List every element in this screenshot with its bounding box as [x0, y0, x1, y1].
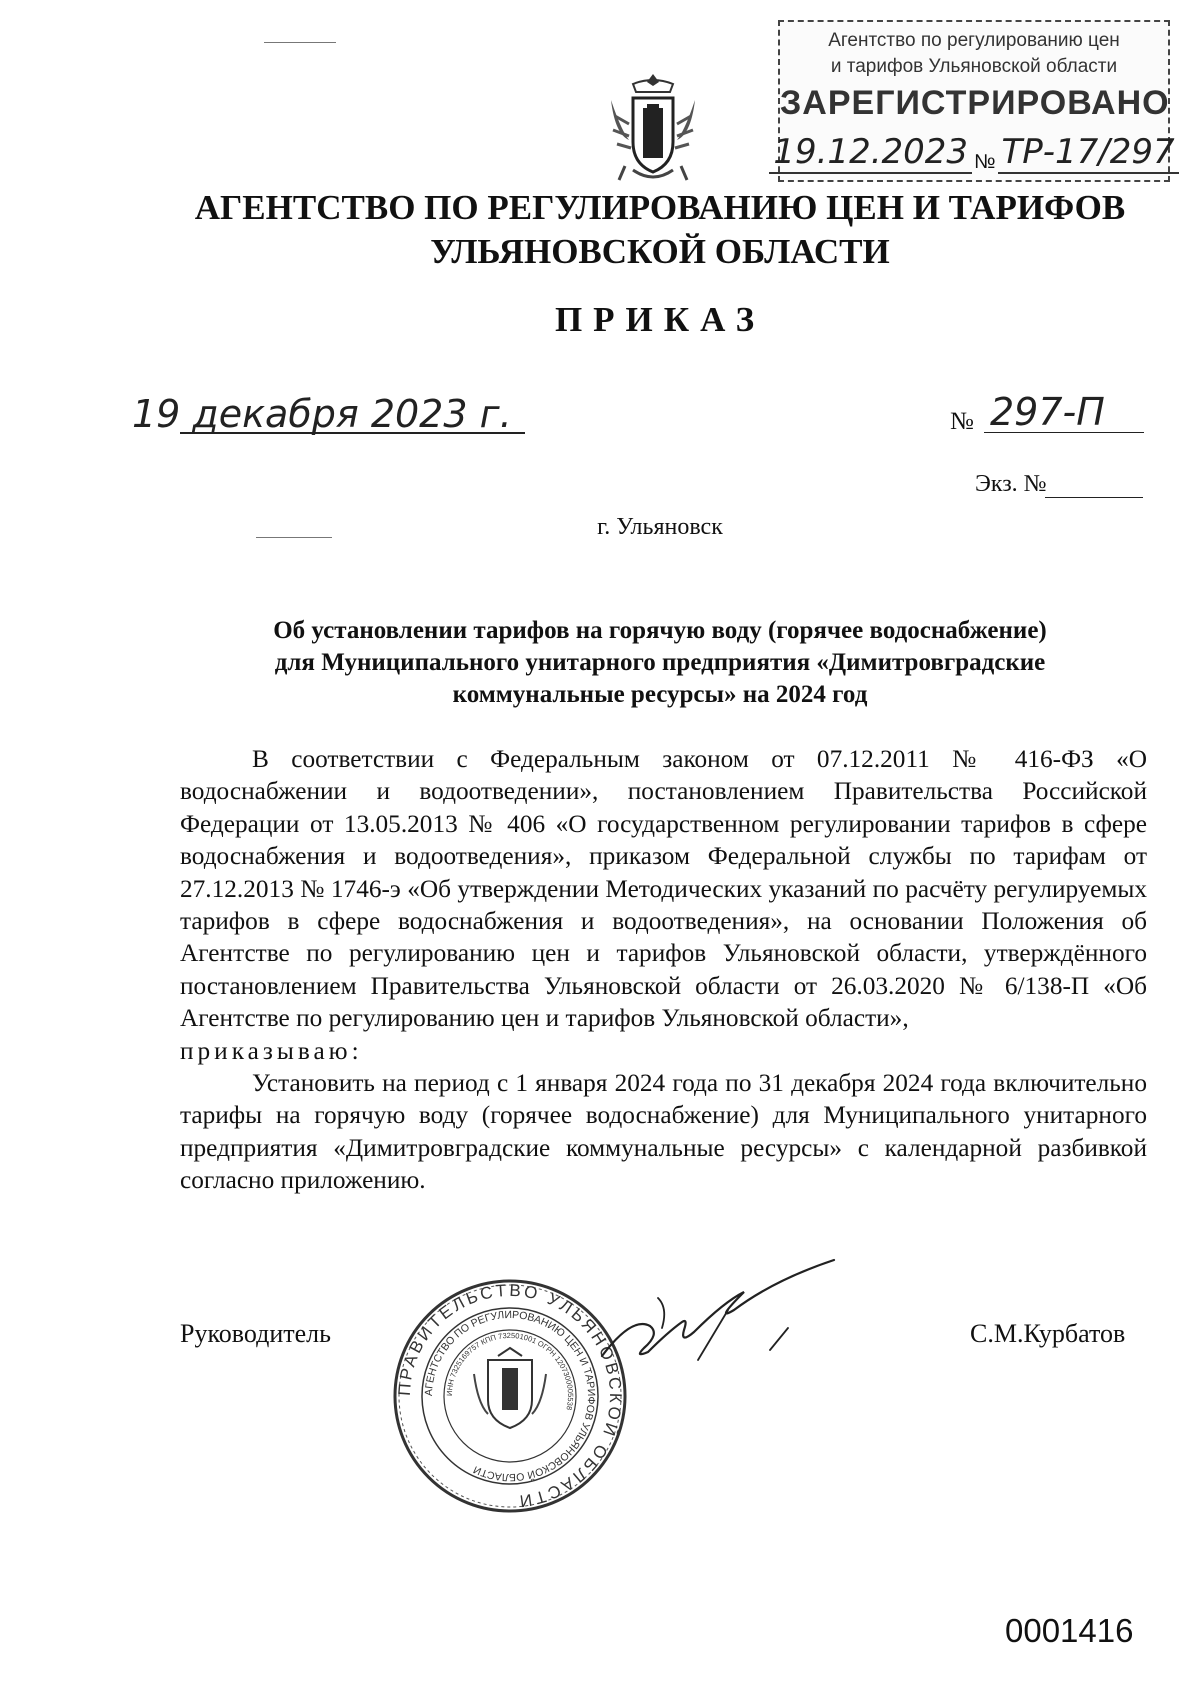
- seal-codes-text: ИНН 7325169757 КПП 732501001 ОГРН 1207300005538: [444, 1330, 576, 1412]
- order-number: 297-П: [990, 390, 1105, 434]
- stamp-registration-row: [773, 132, 1175, 174]
- signatory-position: Руководитель: [180, 1319, 331, 1348]
- subject-line-1: Об установлении тарифов на горячую воду (горячее водоснабжение): [273, 617, 1047, 644]
- document-serial-number: 0001416: [1005, 1612, 1134, 1649]
- order-date: 19 декабря 2023 г.: [132, 392, 512, 436]
- organization-title-line-2: УЛЬЯНОВСКОЙ ОБЛАСТИ: [430, 232, 890, 271]
- order-subject: [175, 615, 1145, 711]
- organization-title-line-1: АГЕНТСТВО ПО РЕГУЛИРОВАНИЮ ЦЕН И ТАРИФОВ: [194, 188, 1126, 227]
- stamp-number: ТР-17/297: [998, 132, 1179, 174]
- city: г. Ульяновск: [597, 514, 723, 540]
- stamp-line-1: Агентство по регулированию цен: [828, 30, 1120, 51]
- stamp-number-sign: №: [974, 151, 996, 173]
- order-number-sign: №: [950, 408, 974, 435]
- registration-stamp: [773, 20, 1175, 182]
- coat-of-arms-icon: [603, 70, 703, 188]
- subject-line-3: коммунальные ресурсы» на 2024 год: [452, 681, 868, 708]
- signatory-name: С.М.Курбатов: [970, 1319, 1126, 1348]
- order-word: приказываю:: [180, 1036, 363, 1065]
- preamble-paragraph: В соответствии с Федеральным законом от 07.12.2011 № 416-ФЗ «О водоснабжении и водоотведении», постановлением Правительства Российской Федерации от 13.05.2013 № 406 «О государственном регулировании тарифов в сфере водоснабжения и водоотведения», приказом Федеральной службы по тарифам от 27.12.2013 № 1746-э «Об утверждении Методических указаний по расчёту регулируемых тарифов в сфере водоснабжения и водоотведения», на основании Положения об Агентстве по регулированию цен и тарифов Ульяновской области, утверждённого постановлением Правительства Ульяновской области от 26.03.2020 № 6/138-П «Об Агентстве по регулированию цен и тарифов Ульяновской области»,: [180, 745, 1147, 1033]
- subject-line-2: для Муниципального унитарного предприятия «Димитровградские: [274, 649, 1046, 676]
- document-type-title: ПРИКАЗ: [554, 300, 766, 339]
- resolution-paragraph: Установить на период с 1 января 2024 года по 31 декабря 2024 года включительно тарифы на горячую воду (горячее водоснабжение) для Муниципального унитарного предприятия «Димитровградские коммунальные ресурсы» с календарной разбивкой согласно приложению.: [180, 1069, 1147, 1195]
- seal-outer-text: ПРАВИТЕЛЬСТВО УЛЬЯНОВСКОЙ ОБЛАСТИ: [394, 1280, 626, 1511]
- official-seal-icon: [392, 1278, 628, 1514]
- copy-number-blank: [1045, 497, 1143, 498]
- signature-icon: [598, 1258, 838, 1368]
- stamp-line-2: и тарифов Ульяновской области: [830, 56, 1118, 77]
- stamp-status: ЗАРЕГИСТРИРОВАНО: [780, 84, 1170, 122]
- organization-title: [160, 186, 1160, 274]
- number-underline: [984, 432, 1144, 433]
- copy-number-label: Экз. №: [975, 471, 1047, 497]
- scan-mark: [264, 42, 336, 43]
- order-body: [180, 743, 1147, 1197]
- stamp-date: 19.12.2023: [769, 132, 972, 174]
- date-underline: [180, 432, 525, 434]
- seal-inner-text: АГЕНТСТВО ПО РЕГУЛИРОВАНИЮ ЦЕН И ТАРИФОВ УЛЬЯНОВСКОЙ ОБЛАСТИ: [422, 1308, 598, 1484]
